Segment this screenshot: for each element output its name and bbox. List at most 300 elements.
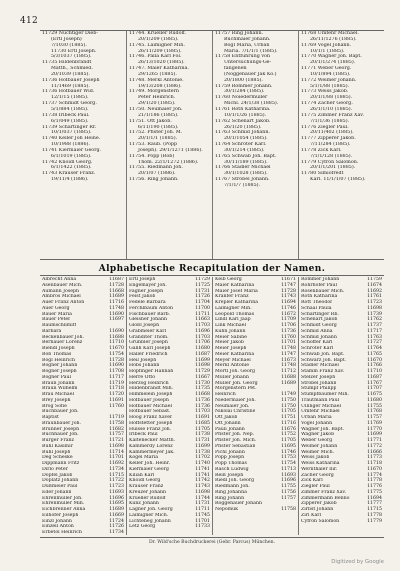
case-entry: 19/11/4 (1886). [51, 177, 89, 183]
index-number: 11690 [109, 363, 124, 369]
index-name: Zipperer Jakob [301, 501, 337, 507]
case-entry: 11750. Neumaier Joh. [129, 106, 183, 112]
case-entry: 11736 Hofbauer Joseph [42, 77, 100, 83]
index-number: 11705 [281, 409, 296, 415]
index-name: Fischbauer Barb. [129, 311, 171, 317]
index-number: 11675 [367, 392, 382, 397]
index-name: Kilian Karl [129, 472, 155, 478]
case-entry: 26/13/1020 (1885). [138, 60, 185, 66]
case-column-4 [298, 31, 384, 259]
case-entry: 7/1/1/128 (1885). [310, 153, 353, 159]
index-number: 11775 [367, 489, 382, 495]
index-number: 11726 [195, 294, 210, 300]
index-name: Niedermaier Joh. [215, 397, 256, 403]
index-number: 11739 [367, 311, 382, 317]
index-name: Höbs Johann [129, 363, 160, 369]
index-name: Auer Franz Anton [42, 300, 85, 305]
index-number: 11717 [109, 374, 124, 380]
case-entry: 11735 Hildenbrandt [42, 60, 92, 66]
index-name: Roth Katharina [301, 294, 338, 300]
index-name: Eichbrenner Anna [42, 507, 86, 512]
case-entry: 11767 Strobel Johann. [215, 177, 270, 183]
index-number: 11750 [281, 403, 296, 409]
index-name: Schmid Johann [301, 334, 337, 340]
index-name: Pichl Johann [215, 449, 245, 455]
index-number: 11749 [281, 392, 296, 397]
case-entry: 7/1/1/36 (1885). [310, 118, 350, 124]
index-number: 11726 [109, 524, 124, 530]
index-number: 11721 [109, 438, 124, 443]
index-name: Zick Karl [301, 478, 323, 484]
case-entry: 11753. Raub. (Popp [129, 142, 178, 148]
index-name: Hildenbrandt Mih. [129, 386, 174, 392]
case-entry: 11742 Knoidl Georg. [42, 159, 93, 165]
index-name: Letz Georg [129, 524, 156, 530]
index-number: 11748 [281, 346, 296, 351]
index-name: Laimigner Mich. [129, 512, 169, 518]
index-number: 11709 [281, 317, 296, 323]
index-name: Schröter Karl [301, 346, 334, 351]
index-name: Deg Scheske [42, 455, 73, 461]
case-entry: 26/1/20 (1885). [224, 124, 262, 130]
case-entry: 11769 Vögel Johann. [301, 42, 352, 48]
case-entry: 11779 Cyfron Salomon. [301, 159, 359, 165]
case-entry: 11773 Weiss Jakob. [301, 89, 349, 95]
index-name: Barbara [42, 328, 62, 334]
index-number: 11670 [109, 346, 124, 351]
index-name: Engemayer Joh. [129, 282, 167, 288]
index-name: Brög Sofie [42, 403, 67, 409]
index-name: Ertl Joseph [129, 277, 156, 282]
index-number: 11770 [367, 426, 382, 432]
index-name: Gallh Karl Joseph [129, 346, 171, 351]
index-number: 11767 [367, 380, 382, 386]
case-entry: 19/13/208 (1886). [138, 83, 182, 89]
index-name: Stamm Franz Xav. [301, 369, 345, 374]
index-name: Schwab Joh. Bapt. [301, 351, 345, 357]
index-name: Riedl Joh. Georg [215, 478, 255, 484]
index-name: Lindl Karl Jaap [215, 317, 251, 323]
index-number: 11754 [109, 351, 124, 357]
index-name: Kammermeyer Jak. [129, 449, 175, 455]
index-number: 11708 [109, 369, 124, 374]
case-entry: 29/1/20 (1885). [138, 101, 176, 107]
index-name: Morgenstern Pet. [215, 386, 257, 392]
index-number: 11751 [281, 415, 296, 420]
index-name: Dußmeier Paul [42, 484, 78, 489]
index-name: Strobel Johann [301, 380, 337, 386]
index-number: 11705 [281, 438, 296, 443]
index-name: Braun Wilhelm [42, 386, 78, 392]
index-number: 11733 [195, 524, 210, 530]
index-name: Fedele Barbara [129, 300, 166, 305]
case-entry: 30/1/1028 (1885). [224, 171, 268, 177]
index-column-1 [40, 277, 126, 535]
case-entry: 7/1030 (1885). [51, 42, 87, 48]
index-name: Vögel Johann [301, 420, 333, 426]
case-entry: 30/1/284 (1885). [224, 89, 265, 95]
index-number: 11705 [195, 426, 210, 432]
index-number: 11685 [195, 420, 210, 426]
index-name: Braun Johann [42, 380, 75, 386]
index-name: Höpfinger Hannah [129, 369, 174, 374]
index-name: Himmelein Joseph [129, 392, 173, 397]
index-name: Knoidl Georg [129, 478, 161, 484]
index-name: Ring Johann [215, 495, 245, 501]
index-number: 11769 [367, 420, 382, 426]
index-number: 11734 [109, 466, 124, 472]
title-rule [40, 275, 384, 276]
index-name: Krauser Franz [129, 484, 164, 489]
index-number: 11757 [109, 432, 124, 438]
case-entry: 11774 Zacher Georg. [301, 101, 353, 107]
index-number: 11756 [281, 489, 296, 495]
index-number: 11714 [109, 449, 124, 455]
index-name: Mörtl Joh. Georg [215, 369, 256, 374]
index-number: 11671 [281, 277, 296, 282]
index-number: 11680 [367, 397, 382, 403]
index-number: 11690 [109, 328, 124, 334]
index-number: 11719 [109, 415, 124, 420]
name-index-grid [40, 277, 384, 535]
case-entry: 11777 Zipperer Jakob. [301, 136, 356, 142]
index-name: Bräu Michael [42, 392, 74, 397]
case-entry: Buchmaier Johann. [224, 36, 271, 42]
case-entry: 11780 Simiofredt [301, 171, 344, 177]
index-number: 11672 [281, 311, 296, 317]
index-name: Dirlo Peter [42, 466, 68, 472]
index-name: Doplatz Johann [42, 478, 79, 484]
index-name: Bernauer Lorenz [42, 340, 83, 346]
index-name: Wernthaler Ilir. [301, 466, 338, 472]
case-entry: 11739 Schärtinger Rr. [42, 124, 97, 130]
index-number: 11711 [195, 311, 210, 317]
index-number: 11697 [109, 317, 124, 323]
index-number: 11760 [281, 334, 296, 340]
index-number: 11688 [281, 374, 296, 380]
index-name: Stelzer Joseph [301, 374, 336, 380]
index-number: 11759 [367, 277, 382, 282]
case-entry: 30/1/214 (1885). [224, 147, 265, 153]
index-number: 11701 [109, 455, 124, 461]
index-number: 11718 [109, 386, 124, 392]
case-column-2 [126, 31, 212, 259]
index-name: Popp Thomas [215, 461, 247, 466]
index-name: Brey Joseph [42, 397, 71, 403]
index-name: Meier Joseph [215, 346, 247, 351]
index-name: Umfehr Michael [301, 409, 340, 415]
index-name: Hoffstetter Joseph [129, 420, 173, 426]
index-number: 11768 [367, 409, 382, 415]
index-number: 11698 [109, 443, 124, 449]
index-name: Brunner Joseph [42, 426, 80, 432]
index-name: Hofbauer Sebast. [129, 409, 171, 415]
index-column-2 [126, 277, 212, 535]
index-name: Ambros Michael [42, 294, 81, 300]
index-row [40, 530, 126, 535]
case-entry: 20/1/1/1 (1885). [138, 136, 178, 142]
index-name: Dopfel Jakob [42, 472, 73, 478]
index-number: 11702 [195, 455, 210, 461]
case-entry: 11745. Laimigner Mih. [129, 42, 185, 48]
index-number: 11763 [367, 334, 382, 340]
case-entry: Michl. 24/1/38 (1885). [224, 101, 279, 107]
case-entry: 5/1/1/88 (1885). [310, 83, 350, 89]
index-number: 11699 [195, 357, 210, 363]
case-entry: 11770 Wagner Joh. Bapt. [301, 54, 362, 60]
index-number: 11728 [109, 357, 124, 363]
index-number: 11762 [367, 317, 382, 323]
case-entry: 10/1/1/26 (1885). [224, 112, 267, 118]
section-title: Alphabetische Recapitulation der Namen. [98, 264, 326, 274]
case-entry: 11743 Krauser Franz. [42, 171, 96, 177]
case-entry: 7/1/1/7 (1885). [224, 182, 261, 188]
case-entry: 11744. Krueller Rudolf. [129, 31, 187, 36]
index-number: 11734 [109, 530, 124, 535]
index-number: 11712 [281, 369, 296, 374]
index-name: Gleisner Johann [129, 317, 167, 323]
case-entry: 11751. Ott Jakob. [129, 118, 172, 124]
index-name: Bögner Joseph [42, 369, 77, 374]
index-name: Bob Thomas [42, 351, 72, 357]
index-number: 11707 [367, 386, 382, 392]
index-number: 11696 [109, 495, 124, 501]
index-name: Eder Johann [42, 489, 72, 495]
index-number: 11748 [109, 305, 124, 311]
index-number: 11711 [195, 507, 210, 512]
case-entry: 11775 Zimmer Franz Xav. [301, 112, 364, 118]
index-name: Schmid Anna [301, 328, 333, 334]
index-number: 11696 [281, 478, 296, 484]
printer-footer: Dr. Wild'sche Buchdruckerei (Gebr. Parcus) München. [148, 540, 275, 545]
case-entry: 11776 Ziegler Paul. [301, 124, 349, 130]
index-number: 11741 [195, 472, 210, 478]
case-entry: 11740 Keller Joh Heine. [42, 136, 101, 142]
case-entry: 26/1/1/10 (1885). [310, 106, 353, 112]
case-entry: 11771 Weber Georg. [301, 66, 352, 72]
case-entry: 11729 Nüchtiger Dieb- [42, 31, 98, 36]
index-number: 11757 [367, 415, 382, 420]
index-number: 11691 [195, 415, 210, 420]
index-name: Trautmann Paul [301, 397, 340, 403]
index-number: 11722 [109, 478, 124, 484]
index-name: Buchbauer Joh. [42, 409, 79, 415]
index-name: Rommer Johann [301, 277, 340, 282]
case-entry: 20/1/1054 (1885). [224, 136, 268, 142]
index-name: Riedmann Joh. [215, 484, 250, 489]
index-name: Maier Josef Maria [215, 288, 258, 294]
index-number: 11694 [367, 495, 382, 501]
case-entry: 11752. Pfister Joh. M. [129, 130, 183, 136]
index-name: Bögner Paul [42, 374, 72, 380]
case-column-1 [40, 31, 126, 259]
index-number: 11698 [367, 305, 382, 311]
index-name: Einzell Anton [42, 524, 74, 530]
index-number: 11752 [281, 432, 296, 438]
index-number: 11753 [281, 455, 296, 461]
index-name: Eilhofer Joseph [42, 512, 79, 518]
index-name: Ferchlbaum Anton [129, 305, 174, 311]
case-column-3 [212, 31, 298, 259]
index-name: Nikolai Christine [215, 409, 256, 415]
index-number: 11747 [281, 351, 296, 357]
case-entry: 11765 Schwab Joh. Bapt. [215, 153, 277, 159]
index-name: Burger Franz [42, 438, 74, 443]
case-entry: fangenen [224, 66, 247, 72]
index-number: 11729 [195, 369, 210, 374]
case-entry: 20/1800 (1885). [224, 77, 263, 83]
index-number: 11766 [367, 363, 382, 369]
case-entry: 10/1/037 (1885). [51, 130, 92, 136]
index-number: 11717 [367, 328, 382, 334]
index-number: 11718 [367, 461, 382, 466]
index-number: 11738 [195, 432, 210, 438]
index-name: Pfister Joh. Mich. [215, 438, 257, 443]
case-entry: 5/1/884 (1885). [51, 106, 89, 112]
index-name: Rott Theodor [301, 300, 333, 305]
index-number: 11730 [195, 380, 210, 386]
index-name: Erbetol Heinrich [42, 530, 82, 535]
index-name: Kranfer Franz [215, 294, 249, 300]
index-number: 11716 [281, 420, 296, 426]
index-number: 11779 [367, 518, 382, 524]
index-name: Asenbauer Mich. [42, 282, 83, 288]
index-number: 11777 [367, 501, 382, 507]
index-name: Neumaier Joh. [215, 403, 250, 409]
index-number: 11688 [109, 334, 124, 340]
index-name: Bauer Maria [42, 311, 72, 317]
index-name: Ziegler Paul [301, 484, 330, 489]
index-name: Irlbeck Paul [129, 432, 158, 438]
index-name: Weimer Johann [301, 443, 338, 449]
index-number: 11692 [109, 461, 124, 466]
index-name: Albrecht Anna [42, 277, 77, 282]
index-number: 11746 [281, 449, 296, 455]
index-name: Wagner Jakob [301, 432, 335, 438]
index-name: Urban Maria [301, 415, 332, 420]
index-name: Ring Johanna [215, 489, 247, 495]
index-name: Einzl Johann [42, 518, 72, 524]
index-name: Link Michael [215, 323, 246, 328]
index-number: 11757 [281, 495, 296, 501]
case-entry: 11741 Kiermaier Georg. [42, 147, 102, 153]
index-number: 11737 [367, 323, 382, 328]
case-entry: 7/11/284 (1885). [310, 142, 351, 148]
index-name: Bühl Kasimir [42, 443, 73, 449]
index-number: 11776 [367, 484, 382, 489]
case-entry: 10/1/894 (1885). [310, 71, 351, 77]
index-name: Meier Katharina [215, 351, 255, 357]
index-name: Baptist [42, 415, 59, 420]
index-number: 11669 [109, 512, 124, 518]
index-number: 11703 [195, 334, 210, 340]
index-name: Stumpf Philipp [301, 386, 337, 392]
index-number: 11698 [195, 363, 210, 369]
index-name: Granditer Thom. [129, 334, 169, 340]
case-entry: 11730 Ertl Joseph. [51, 48, 97, 54]
index-number: 11765 [367, 351, 382, 357]
page-number: 412 [20, 16, 39, 26]
index-number: 11689 [281, 380, 296, 386]
index-number: 11699 [367, 432, 382, 438]
index-number: 11691 [109, 397, 124, 403]
case-entry: 11755. Riedmann Joh. [129, 165, 183, 171]
index-name: Pauli Johann [215, 426, 245, 432]
index-name: Pfister Joh. Nep. [215, 432, 255, 438]
index-number: 11743 [195, 484, 210, 489]
case-entry: 11764 Schröter Karl. [215, 142, 267, 148]
index-number: 11724 [109, 518, 124, 524]
index-number: 11713 [281, 466, 296, 472]
case-entry: Maria. 7/1/1/1 (1885). [224, 48, 278, 54]
index-name: Rasch Ludwig [215, 466, 249, 472]
index-name: Weiss Katharina [301, 461, 340, 466]
index-name: Fagner Joseph [129, 288, 164, 294]
index-number: 11668 [195, 392, 210, 397]
case-entry: 20/1/1/88 (1885). [310, 95, 353, 101]
index-name: Zimmer Franz Xav. [301, 489, 347, 495]
index-name: Kunz Johann [129, 501, 159, 507]
case-entry: 6/1/1019 (1885). [51, 153, 92, 159]
index-name: Cyfron Salomon [301, 518, 340, 524]
index-name: Lagner Joh. Georg [129, 507, 173, 512]
index-number: 11720 [109, 392, 124, 397]
case-entry: 11748. Merkl Antonie. [129, 77, 184, 83]
case-entry: 29/1265 (1885). [138, 71, 177, 77]
index-name: Roggenauer Johann [215, 501, 263, 507]
index-number: 11727 [367, 340, 382, 346]
index-name: Merkl Antonie [215, 363, 250, 369]
index-number: 11750 [281, 397, 296, 403]
index-number: 11670 [367, 357, 382, 363]
index-number: 11676 [281, 426, 296, 432]
index-number: 11755 [281, 484, 296, 489]
index-name: Schärtinger Rb. [301, 311, 339, 317]
index-number: 11740 [195, 461, 210, 466]
case-entry: 11737 Schmidt Georg. [42, 101, 97, 107]
case-entry: 11778 Zick Karl. [301, 147, 342, 153]
index-number: 11723 [109, 484, 124, 489]
index-number: 11744 [195, 495, 210, 501]
index-name: Keller Joh. Heinr. [129, 461, 170, 466]
index-name: Aumann Joseph [42, 288, 80, 294]
index-number: 11667 [195, 374, 210, 380]
case-entry: (Noggenauer Jak Ko.) [224, 71, 277, 77]
index-number: 11746 [281, 305, 296, 311]
index-name: Weimer Mich. [301, 449, 335, 455]
index-number: 11695 [281, 443, 296, 449]
index-name: Maier Katharina [215, 282, 255, 288]
index-name: Nepomuk [215, 507, 239, 512]
index-number: 11778 [367, 478, 382, 484]
index-name: Müller Joh. Georg [215, 380, 258, 386]
index-number: 11687 [367, 374, 382, 380]
index-name: Hoog Franz Xaver [129, 415, 173, 420]
case-entry: Peter Heinrich. [138, 95, 176, 101]
case-entry: 11759 Rommer Johann. [215, 83, 273, 89]
index-number: 11764 [367, 346, 382, 351]
index-name: Herre Otto [129, 374, 156, 380]
case-entry: 12/1/15 (1885). [51, 95, 89, 101]
index-name: Lichteneg Johann [129, 518, 171, 524]
index-name: Glößl Joseph [129, 323, 160, 328]
index-number: 11706 [281, 323, 296, 328]
case-entry: Untersuchungs-Ge- [224, 60, 272, 66]
digitized-stamp: Digitized by Google [331, 559, 384, 565]
index-name: Grunbler Joseph [129, 340, 168, 346]
index-number: 11690 [109, 311, 124, 317]
index-number: 11689 [109, 507, 124, 512]
